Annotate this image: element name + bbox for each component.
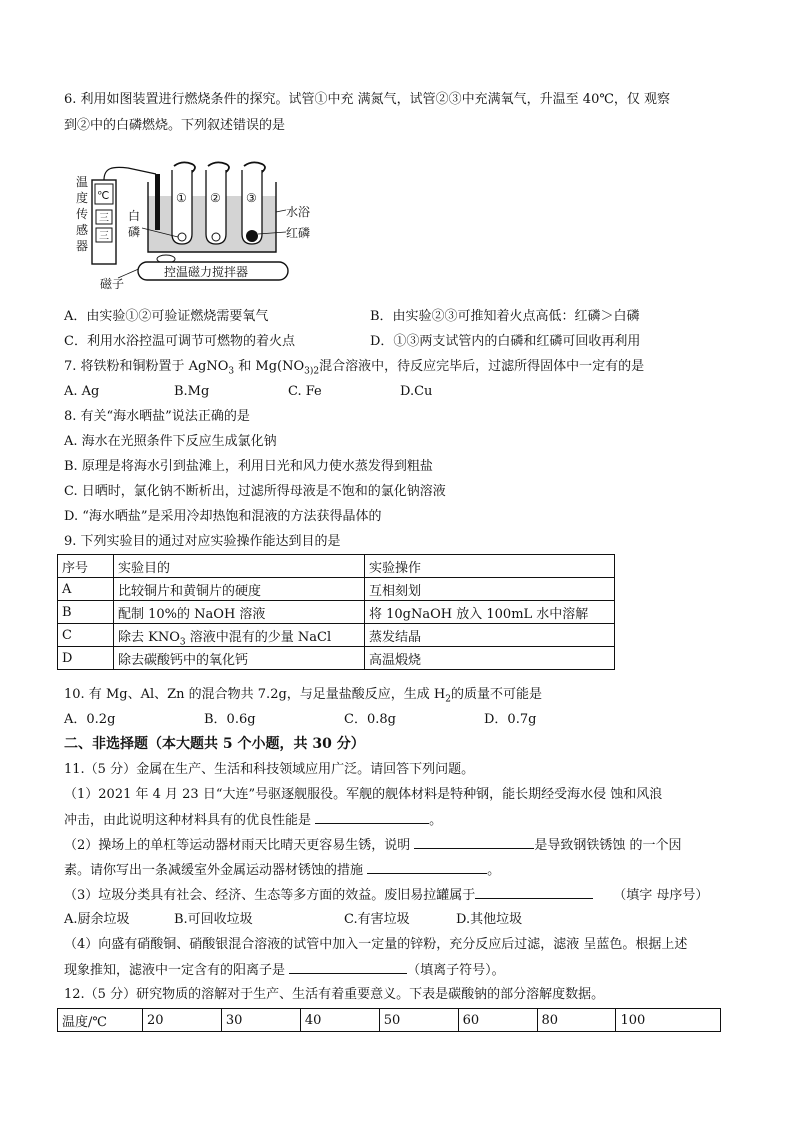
table-cell: C [58, 624, 114, 647]
q10-option-d: D．0.7g [484, 712, 537, 727]
table-cell: B [58, 601, 114, 624]
q6-stem-line2: 到②中的白磷燃烧。下列叙述错误的是 [64, 118, 286, 133]
q6-option-b: B．由实验②③可推知着火点高低：红磷＞白磷 [370, 309, 640, 324]
table-cell: 比较铜片和黄铜片的硬度 [114, 578, 365, 601]
q11-part2-line1: （2）操场上的单杠等运动器材雨天比晴天更容易生锈，说明 是导致钢铁锈蚀 的一个因 [64, 838, 682, 853]
table-cell: D [58, 647, 114, 670]
q8-option-a: A. 海水在光照条件下反应生成氯化钠 [64, 434, 277, 449]
stirrer-label: 控温磁力搅拌器 [164, 265, 249, 279]
q11-stem: 11.（5 分）金属在生产、生活和科技领域应用广泛。请回答下列问题。 [64, 762, 475, 777]
q6-option-c: C．利用水浴控温可调节可燃物的着火点 [64, 334, 295, 349]
sensor-label-char: 传 [76, 207, 89, 221]
q11-part1-line1: （1）2021 年 4 月 23 日“大连”号驱逐舰服役。军舰的舰体材料是特种钢，能长期经受海水侵 蚀和风浪 [64, 787, 663, 802]
table-cell: 40 [300, 1009, 379, 1032]
answer-blank[interactable] [289, 962, 407, 974]
section-heading: 二、非选择题（本大题共 5 个小题，共 30 分） [64, 736, 365, 752]
table-cell: 30 [221, 1009, 300, 1032]
table-cell: 将 10gNaOH 放入 100mL 水中溶解 [365, 601, 615, 624]
table-cell: A [58, 578, 114, 601]
q10-option-b: B．0.6g [204, 712, 256, 727]
q11-part3: （3）垃圾分类具有社会、经济、生态等多方面的效益。废旧易拉罐属于 （填字 母序号） [64, 888, 709, 903]
sensor-label-char: 感 [76, 223, 89, 237]
red-phosphorus-label: 红磷 [286, 226, 311, 240]
answer-blank[interactable] [414, 837, 534, 849]
svg-text:℃: ℃ [97, 190, 110, 202]
table-cell: 高温煅烧 [365, 647, 615, 670]
table-row [58, 647, 615, 670]
q8-stem: 8. 有关“海水晒盐”说法正确的是 [64, 409, 250, 424]
table-header-row [58, 555, 615, 578]
table-row [58, 578, 615, 601]
sensor-probe [155, 174, 160, 230]
q11-part4-line1: （4）向盛有硝酸铜、硝酸银混合溶液的试管中加入一定量的锌粉，充分反应后过滤，滤液 呈蓝色。根据上述 [64, 937, 688, 952]
q11-part3-option-d: D.其他垃圾 [456, 912, 523, 927]
q6-option-d: D．①③两支试管内的白磷和红磷可回收再利用 [370, 334, 641, 349]
table-cell: 除去 $KNO_3$ 溶液中混有的少量 NaCl [114, 624, 365, 647]
q9-table [57, 554, 615, 670]
svg-text:三: 三 [99, 231, 109, 242]
q8-option-b: B. 原理是将海水引到盐滩上，利用日光和风力使水蒸发得到粗盐 [64, 459, 433, 474]
combustion-apparatus-figure [72, 160, 318, 296]
q8-option-d: D. “海水晒盐”是采用冷却热饱和混液的方法获得晶体的 [64, 509, 382, 524]
table-header-cell: 实验操作 [365, 555, 615, 578]
q12-solubility-table [57, 1008, 721, 1032]
answer-blank[interactable] [315, 812, 429, 824]
table-row [58, 601, 615, 624]
q10-stem: 10. 有 Mg、Al、Zn 的混合物共 7.2g，与足量盐酸反应，生成 $H_2$的质量不可能是 [64, 687, 543, 705]
table-row [58, 1009, 721, 1032]
table-cell: 配制 10%的 NaOH 溶液 [114, 601, 365, 624]
q6-option-a: A．由实验①②可验证燃烧需要氧气 [64, 309, 269, 324]
table-cell: 互相刻划 [365, 578, 615, 601]
table-cell: 20 [143, 1009, 222, 1032]
table-cell: 蒸发结晶 [365, 624, 615, 647]
temperature-sensor [92, 167, 156, 264]
q11-part3-option-b: B.可回收垃圾 [174, 912, 253, 927]
sensor-label-char: 温 [76, 175, 89, 189]
white-phosphorus-label-char: 白 [128, 209, 141, 223]
q11-part4-line2: 现象推知，滤液中一定含有的阳离子是 （填离子符号）。 [64, 963, 505, 978]
table-cell: 60 [458, 1009, 537, 1032]
q11-part3-option-a: A.厨余垃圾 [64, 912, 130, 927]
q10-option-a: A．0.2g [64, 712, 116, 727]
table-row [58, 624, 615, 647]
q11-part3-option-c: C.有害垃圾 [344, 912, 410, 927]
q12-stem: 12.（5 分）研究物质的溶解对于生产、生活有着重要意义。下表是碳酸钠的部分溶解度数据。 [64, 987, 605, 1002]
answer-blank[interactable] [475, 887, 593, 899]
table-header-cell: 实验目的 [114, 555, 365, 578]
q11-part1-line2: 冲击，由此说明这种材料具有的优良性能是 。 [64, 813, 443, 828]
tube-label: ② [210, 191, 221, 205]
water-bath-label: 水浴 [286, 205, 311, 219]
q8-option-c: C. 日晒时，氯化钠不断析出，过滤所得母液是不饱和的氯化钠溶液 [64, 484, 446, 499]
table-header-cell: 序号 [58, 555, 114, 578]
q7-option-d: D.Cu [400, 384, 433, 399]
sensor-label-char: 度 [76, 191, 89, 205]
q7-option-a: A. Ag [64, 384, 100, 399]
sensor-label-char: 器 [76, 239, 89, 253]
q9-stem: 9. 下列实验目的通过对应实验操作能达到目的是 [64, 534, 341, 549]
tube-label: ③ [246, 191, 257, 205]
table-cell: 温度/℃ [58, 1009, 143, 1032]
q7-option-b: B.Mg [174, 384, 210, 399]
answer-blank[interactable] [367, 862, 487, 874]
q7-stem: 7. 将铁粉和铜粉置于 AgNO$_3$ 和 $Mg(NO_{3)2}$混合溶液中，待反应完毕后，过滤所得固体中一定有的是 [64, 359, 645, 377]
q6-stem-line1: 6. 利用如图装置进行燃烧条件的探究。试管①中充 满氮气，试管②③中充满氧气，升温至 40℃，仅 观察 [64, 92, 671, 107]
white-phosphorus-label-char: 磷 [128, 225, 141, 239]
svg-text:三: 三 [99, 213, 109, 224]
magnet-label: 磁子 [100, 277, 125, 291]
table-cell: 除去碳酸钙中的氧化钙 [114, 647, 365, 670]
table-cell: 50 [379, 1009, 458, 1032]
table-cell: 80 [537, 1009, 616, 1032]
table-cell: 100 [616, 1009, 721, 1032]
q11-part2-line2: 素。请你写出一条减缓室外金属运动器材锈蚀的措施 。 [64, 863, 501, 878]
q7-option-c: C. Fe [288, 384, 322, 399]
tube-label: ① [176, 191, 187, 205]
q10-option-c: C．0.8g [344, 712, 396, 727]
